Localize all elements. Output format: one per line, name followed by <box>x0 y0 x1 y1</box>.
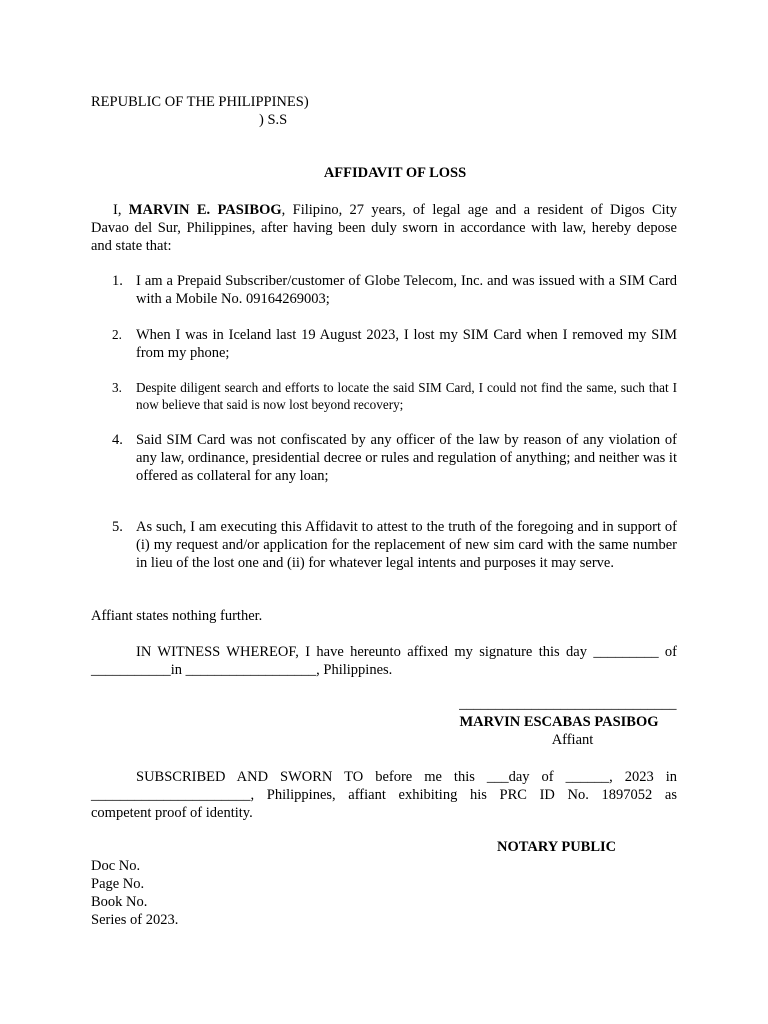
header-ss: ) S.S <box>259 112 288 128</box>
list-item-text: Despite diligent search and efforts to locate the said SIM Card, I could not find the same, such that I now believe that said is now lost beyond recovery; <box>136 380 677 412</box>
list-item-text: Said SIM Card was not confiscated by any officer of the law by reason of any violation of any law, ordinance, presidential decree or rules and regulation of anything; and neither was it offered as collateral for any loan; <box>136 432 677 484</box>
witness-paragraph <box>91 643 677 679</box>
list-item-number: 4. <box>112 432 123 448</box>
intro-line-2: Davao del Sur, Philippines, after having been duly sworn in accordance with law, hereby depose <box>91 220 677 236</box>
signature-line: ______________________________ <box>459 696 677 712</box>
intro-line-3: and state that: <box>91 238 172 254</box>
list-item-text: I am a Prepaid Subscriber/customer of Globe Telecom, Inc. and was issued with a SIM Card with a Mobile No. 09164269003; <box>136 273 677 307</box>
series: Series of 2023. <box>91 912 179 928</box>
book-no: Book No. <box>91 894 148 910</box>
doc-no: Doc No. <box>91 858 141 874</box>
witness-line-2: ___________in __________________, Philippines. <box>91 662 393 678</box>
document-title: AFFIDAVIT OF LOSS <box>323 165 467 181</box>
subscribed-line-1: SUBSCRIBED AND SWORN TO before me this ___day of ______, 2023 in <box>136 769 677 785</box>
subscribed-line-3: competent proof of identity. <box>91 805 253 821</box>
intro-line1-rest: , Filipino, 27 years, of legal age and a resident of Digos City <box>281 202 677 218</box>
list-item-number: 2. <box>112 327 122 342</box>
affiant-full-name: MARVIN ESCABAS PASIBOG <box>459 714 659 730</box>
list-item-text: As such, I am executing this Affidavit to attest to the truth of the foregoing and in support of (i) my request and/or application for the replacement of new sim card with the same number in lieu of the lost one and (ii) for whatever legal intents and purposes it may serve. <box>136 519 677 571</box>
intro-prefix: I, <box>113 202 129 218</box>
witness-line-1: IN WITNESS WHEREOF, I have hereunto affixed my signature this day _________ of <box>136 644 677 660</box>
affiant-label: Affiant <box>551 732 594 748</box>
subscribed-line-2: ______________________, Philippines, affiant exhibiting his PRC ID No. 1897052 as <box>91 787 677 803</box>
subscribed-paragraph <box>91 768 677 822</box>
intro-paragraph <box>91 201 677 255</box>
list-item-text: When I was in Iceland last 19 August 2023, I lost my SIM Card when I removed my SIM from my phone; <box>136 327 677 361</box>
doc-references <box>91 857 178 929</box>
notary-public: NOTARY PUBLIC <box>497 839 617 855</box>
header-republic: REPUBLIC OF THE PHILIPPINES) <box>91 94 309 110</box>
list-item-number: 5. <box>112 519 123 535</box>
intro-line-1 <box>91 201 677 219</box>
list-item-number: 3. <box>112 380 122 395</box>
page-no: Page No. <box>91 876 145 892</box>
list-item-number: 1. <box>112 273 123 289</box>
affiant-states: Affiant states nothing further. <box>91 608 263 624</box>
affiant-name-inline: MARVIN E. PASIBOG <box>128 202 282 218</box>
